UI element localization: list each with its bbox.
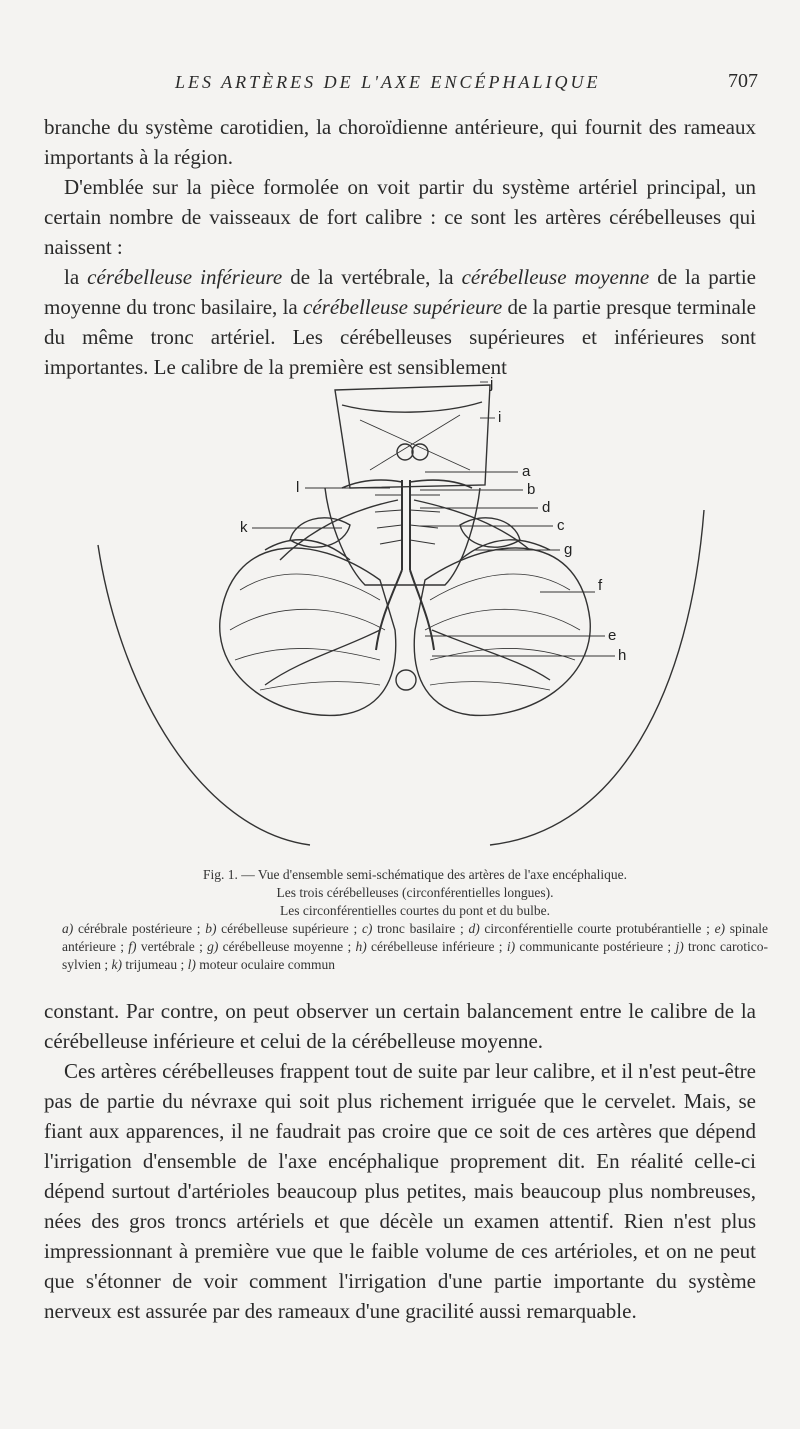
outline-right bbox=[490, 510, 704, 845]
brainstem-upper bbox=[335, 385, 490, 488]
caption-title-3: Les circonférentielles courtes du pont et du bulbe. bbox=[280, 903, 550, 918]
label-b: b bbox=[527, 481, 536, 498]
legend-key-f: f) bbox=[128, 939, 137, 954]
p3-text-3: de la partie moyenne du tronc basilaire, la bbox=[44, 265, 756, 319]
legend-text-c: tronc basilaire ; bbox=[372, 921, 469, 936]
anatomical-figure bbox=[80, 360, 720, 850]
label-a: a bbox=[522, 463, 531, 480]
label-k: k bbox=[240, 519, 248, 536]
paragraph-4: constant. Par contre, on peut observer un certain balancement entre le calibre de la cérébelleuse inférieure et celui de la cérébelleuse moyenne. bbox=[44, 999, 756, 1053]
legend-text-e: spinale antérieure ; bbox=[62, 921, 768, 954]
cerebellum-right bbox=[414, 548, 590, 715]
legend-text-d: circonférentielle courte protubérantielle ; bbox=[479, 921, 715, 936]
legend-text-j: tronc carotico-sylvien ; bbox=[62, 939, 768, 972]
cerebellum-arteries-drawing bbox=[80, 360, 720, 850]
outline-left bbox=[98, 545, 310, 845]
cerebellum-left bbox=[220, 548, 396, 715]
legend-key-h: h) bbox=[355, 939, 367, 954]
p3-term-superieure: cérébelleuse supérieure bbox=[303, 295, 503, 319]
figure-caption bbox=[62, 866, 768, 974]
page-number: 707 bbox=[728, 70, 758, 92]
legend-key-i: i) bbox=[506, 939, 516, 954]
legend-key-l: l) bbox=[187, 957, 196, 972]
legend-text-a: cérébrale postérieure ; bbox=[73, 921, 206, 936]
legend-text-g: cérébelleuse moyenne ; bbox=[218, 939, 356, 954]
label-c: c bbox=[557, 517, 565, 534]
page-header bbox=[0, 72, 800, 102]
running-title: LES ARTÈRES DE L'AXE ENCÉPHALIQUE bbox=[175, 72, 601, 92]
legend-text-h: cérébelleuse inférieure ; bbox=[366, 939, 507, 954]
label-f: f bbox=[598, 577, 603, 594]
label-h: h bbox=[618, 647, 627, 664]
label-l: l bbox=[296, 479, 300, 496]
text-block-top bbox=[44, 112, 756, 382]
legend-key-d: d) bbox=[468, 921, 480, 936]
p3-text-1: la bbox=[64, 265, 88, 289]
legend-key-j: j) bbox=[675, 939, 684, 954]
p3-text-2: de la vertébrale, la bbox=[282, 265, 462, 289]
caption-legend bbox=[62, 920, 768, 974]
p3-term-moyenne: cérébelleuse moyenne bbox=[461, 265, 650, 289]
legend-key-a: a) bbox=[62, 921, 74, 936]
legend-text-k: trijumeau ; bbox=[122, 957, 188, 972]
label-e: e bbox=[608, 627, 617, 644]
text-block-bottom bbox=[44, 996, 756, 1326]
caption-title-1: Fig. 1. — Vue d'ensemble semi-schématique des artères de l'axe encéphalique. bbox=[202, 867, 628, 882]
paragraph-1: branche du système carotidien, la choroïdienne antérieure, qui fournit des rameaux importants à la région. bbox=[44, 115, 756, 169]
vertebral-right bbox=[410, 570, 434, 650]
legend-text-b: cérébelleuse supérieure ; bbox=[216, 921, 362, 936]
label-d: d bbox=[542, 499, 551, 516]
label-g: g bbox=[564, 541, 573, 558]
legend-text-i: communicante postérieure ; bbox=[515, 939, 676, 954]
paragraph-5: Ces artères cérébelleuses frappent tout de suite par leur calibre, et il n'est peut-être pas de partie du névraxe qui soit plus richement irriguée que le cervelet. Mais, se fiant aux apparences, il ne faudrait pas croire que ce soit de ces artères que dépend l'irrigation d'ensemble de l'axe encéphalique proprement dit. En réalité celle-ci dépend surtout d'artérioles beaucoup plus petites, mais beaucoup plus nombreuses, nées des gros troncs artériels et que décèle un examen attentif. Rien n'est plus impressionnant à première vue que le faible volume de ces artérioles, et on ne peut que s'étonner de voir comment l'irrigation d'une partie importante du système nerveux est assurée par des rameaux d'une gracilité aussi remarquable. bbox=[44, 1059, 756, 1323]
paragraph-2: D'emblée sur la pièce formolée on voit partir du système artériel principal, un certain nombre de vaisseaux de fort calibre : ce sont les artères cérébelleuses qui naissent : bbox=[44, 175, 756, 259]
caption-title-2: Les trois cérébelleuses (circonférentielles longues). bbox=[276, 885, 554, 900]
basilar-trunk bbox=[402, 480, 410, 570]
legend-text-l: moteur oculaire commun bbox=[195, 957, 335, 972]
p3-term-inferieure: cérébelleuse inférieure bbox=[87, 265, 283, 289]
legend-key-e: e) bbox=[714, 921, 726, 936]
label-j: j bbox=[490, 375, 494, 392]
legend-key-b: b) bbox=[205, 921, 217, 936]
p3-text-4: de la partie presque terminale du même tronc artériel. Les cérébelleuses supérieures et inférieures sont importantes. Le calibre de la première est sensiblement bbox=[44, 295, 756, 379]
legend-text-f: vertébrale ; bbox=[136, 939, 208, 954]
label-i: i bbox=[498, 409, 502, 426]
legend-key-g: g) bbox=[207, 939, 219, 954]
legend-key-k: k) bbox=[111, 957, 122, 972]
legend-key-c: c) bbox=[361, 921, 373, 936]
